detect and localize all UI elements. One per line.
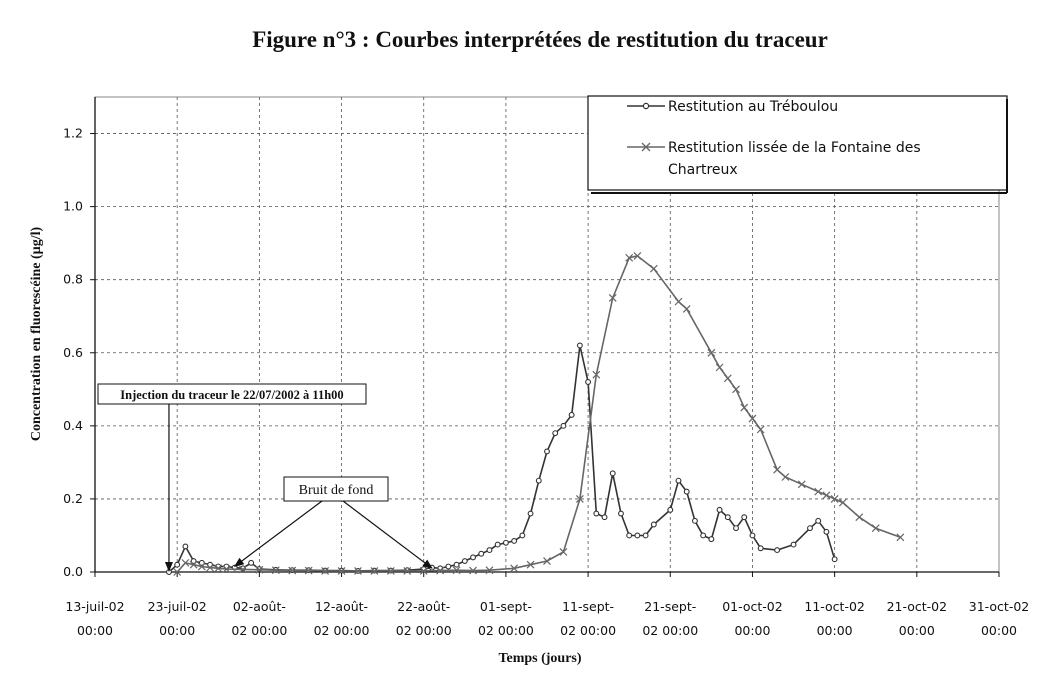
data-point [602,515,607,520]
data-point [774,466,781,473]
annotation-background-noise [235,477,432,568]
data-point [675,298,682,305]
data-point [643,533,648,538]
data-point [471,555,476,560]
data-point [175,562,180,567]
data-point [520,533,525,538]
series-layer [167,252,904,575]
data-point [651,522,656,527]
y-tick-label: 0.6 [63,344,83,360]
data-point [724,375,731,382]
series-chartreux [174,252,904,575]
data-point [693,518,698,523]
x-tick-label: 13-juil-02 00:00 [65,599,125,638]
y-tick-label: 1.2 [63,125,83,141]
y-tick-label: 1.0 [63,198,83,214]
data-point [619,511,624,516]
x-tick-label: 31-oct-02 00:00 [968,599,1030,638]
y-axis-title: Concentration en fluorescéine (µg/l) [29,226,44,442]
data-point [823,492,830,499]
data-point [479,551,484,556]
data-point [536,478,541,483]
data-point [701,533,706,538]
data-point [249,560,254,565]
data-point [897,534,904,541]
noise-arrow-left [235,501,322,566]
x-tick-label: 21-sept-02 00:00 [642,599,699,638]
x-tick-label: 11-oct-02 00:00 [804,599,865,638]
data-point [872,525,879,532]
data-point [683,305,690,312]
data-point [733,386,740,393]
data-point [758,546,763,551]
data-point [791,542,796,547]
x-tick-label: 22-août-02 00:00 [395,599,452,638]
legend-label-treboulou: Restitution au Tréboulou [668,99,839,115]
data-point [750,533,755,538]
data-point [808,526,813,531]
data-point [816,518,821,523]
data-point [183,544,188,549]
y-axis-ticks [63,126,95,579]
data-point [725,515,730,520]
data-point [627,533,632,538]
x-axis-ticks [65,572,1029,638]
series-line [177,256,900,572]
series-treboulou [167,343,837,574]
legend-marker-treboulou [643,103,648,108]
data-point [668,507,673,512]
x-tick-label: 01-oct-02 00:00 [722,599,783,638]
data-point [528,511,533,516]
data-point [757,426,764,433]
x-tick-label: 12-août-02 00:00 [313,599,370,638]
chart-title: Figure n°3 : Courbes interprétées de restitution du traceur [252,27,828,52]
data-point [717,507,722,512]
x-tick-label: 01-sept-02 00:00 [477,599,534,638]
y-tick-label: 0.4 [63,417,83,433]
data-point [775,548,780,553]
data-point [832,557,837,562]
noise-arrow-right [343,501,432,568]
data-point [561,423,566,428]
data-point [742,515,747,520]
data-point [454,562,459,567]
y-tick-label: 0.2 [63,490,83,506]
x-axis-title: Temps (jours) [498,651,582,666]
data-point [462,559,467,564]
data-point [824,529,829,534]
data-point [635,533,640,538]
data-point [716,364,723,371]
legend [588,96,1007,193]
injection-label: Injection du traceur le 22/07/2002 à 11h00 [120,388,344,402]
data-point [684,489,689,494]
data-point [709,537,714,542]
data-point [446,564,451,569]
data-point [650,265,657,272]
data-point [734,526,739,531]
legend-label-chartreux: Restitution lissée de la Fontaine des Chartreux [668,140,921,178]
data-point [569,412,574,417]
data-point [553,431,558,436]
y-tick-label: 0.0 [63,564,83,579]
data-point [856,514,863,521]
y-tick-label: 0.8 [63,271,83,287]
data-point [512,539,517,544]
data-point [839,499,846,506]
x-tick-label: 02-août-02 00:00 [231,599,288,638]
data-point [495,542,500,547]
x-tick-label: 21-oct-02 00:00 [886,599,948,638]
data-point [545,449,550,454]
data-point [586,380,591,385]
data-point [676,478,681,483]
data-point [798,481,805,488]
data-point [487,548,492,553]
noise-label: Bruit de fond [298,483,374,498]
data-point [815,488,822,495]
series-line [169,346,835,573]
data-point [504,540,509,545]
data-point [610,471,615,476]
x-tick-label: 23-juil-02 00:00 [147,599,207,638]
x-tick-label: 11-sept-02 00:00 [560,599,617,638]
data-point [741,404,748,411]
data-point [594,511,599,516]
data-point [782,474,789,481]
data-point [577,343,582,348]
